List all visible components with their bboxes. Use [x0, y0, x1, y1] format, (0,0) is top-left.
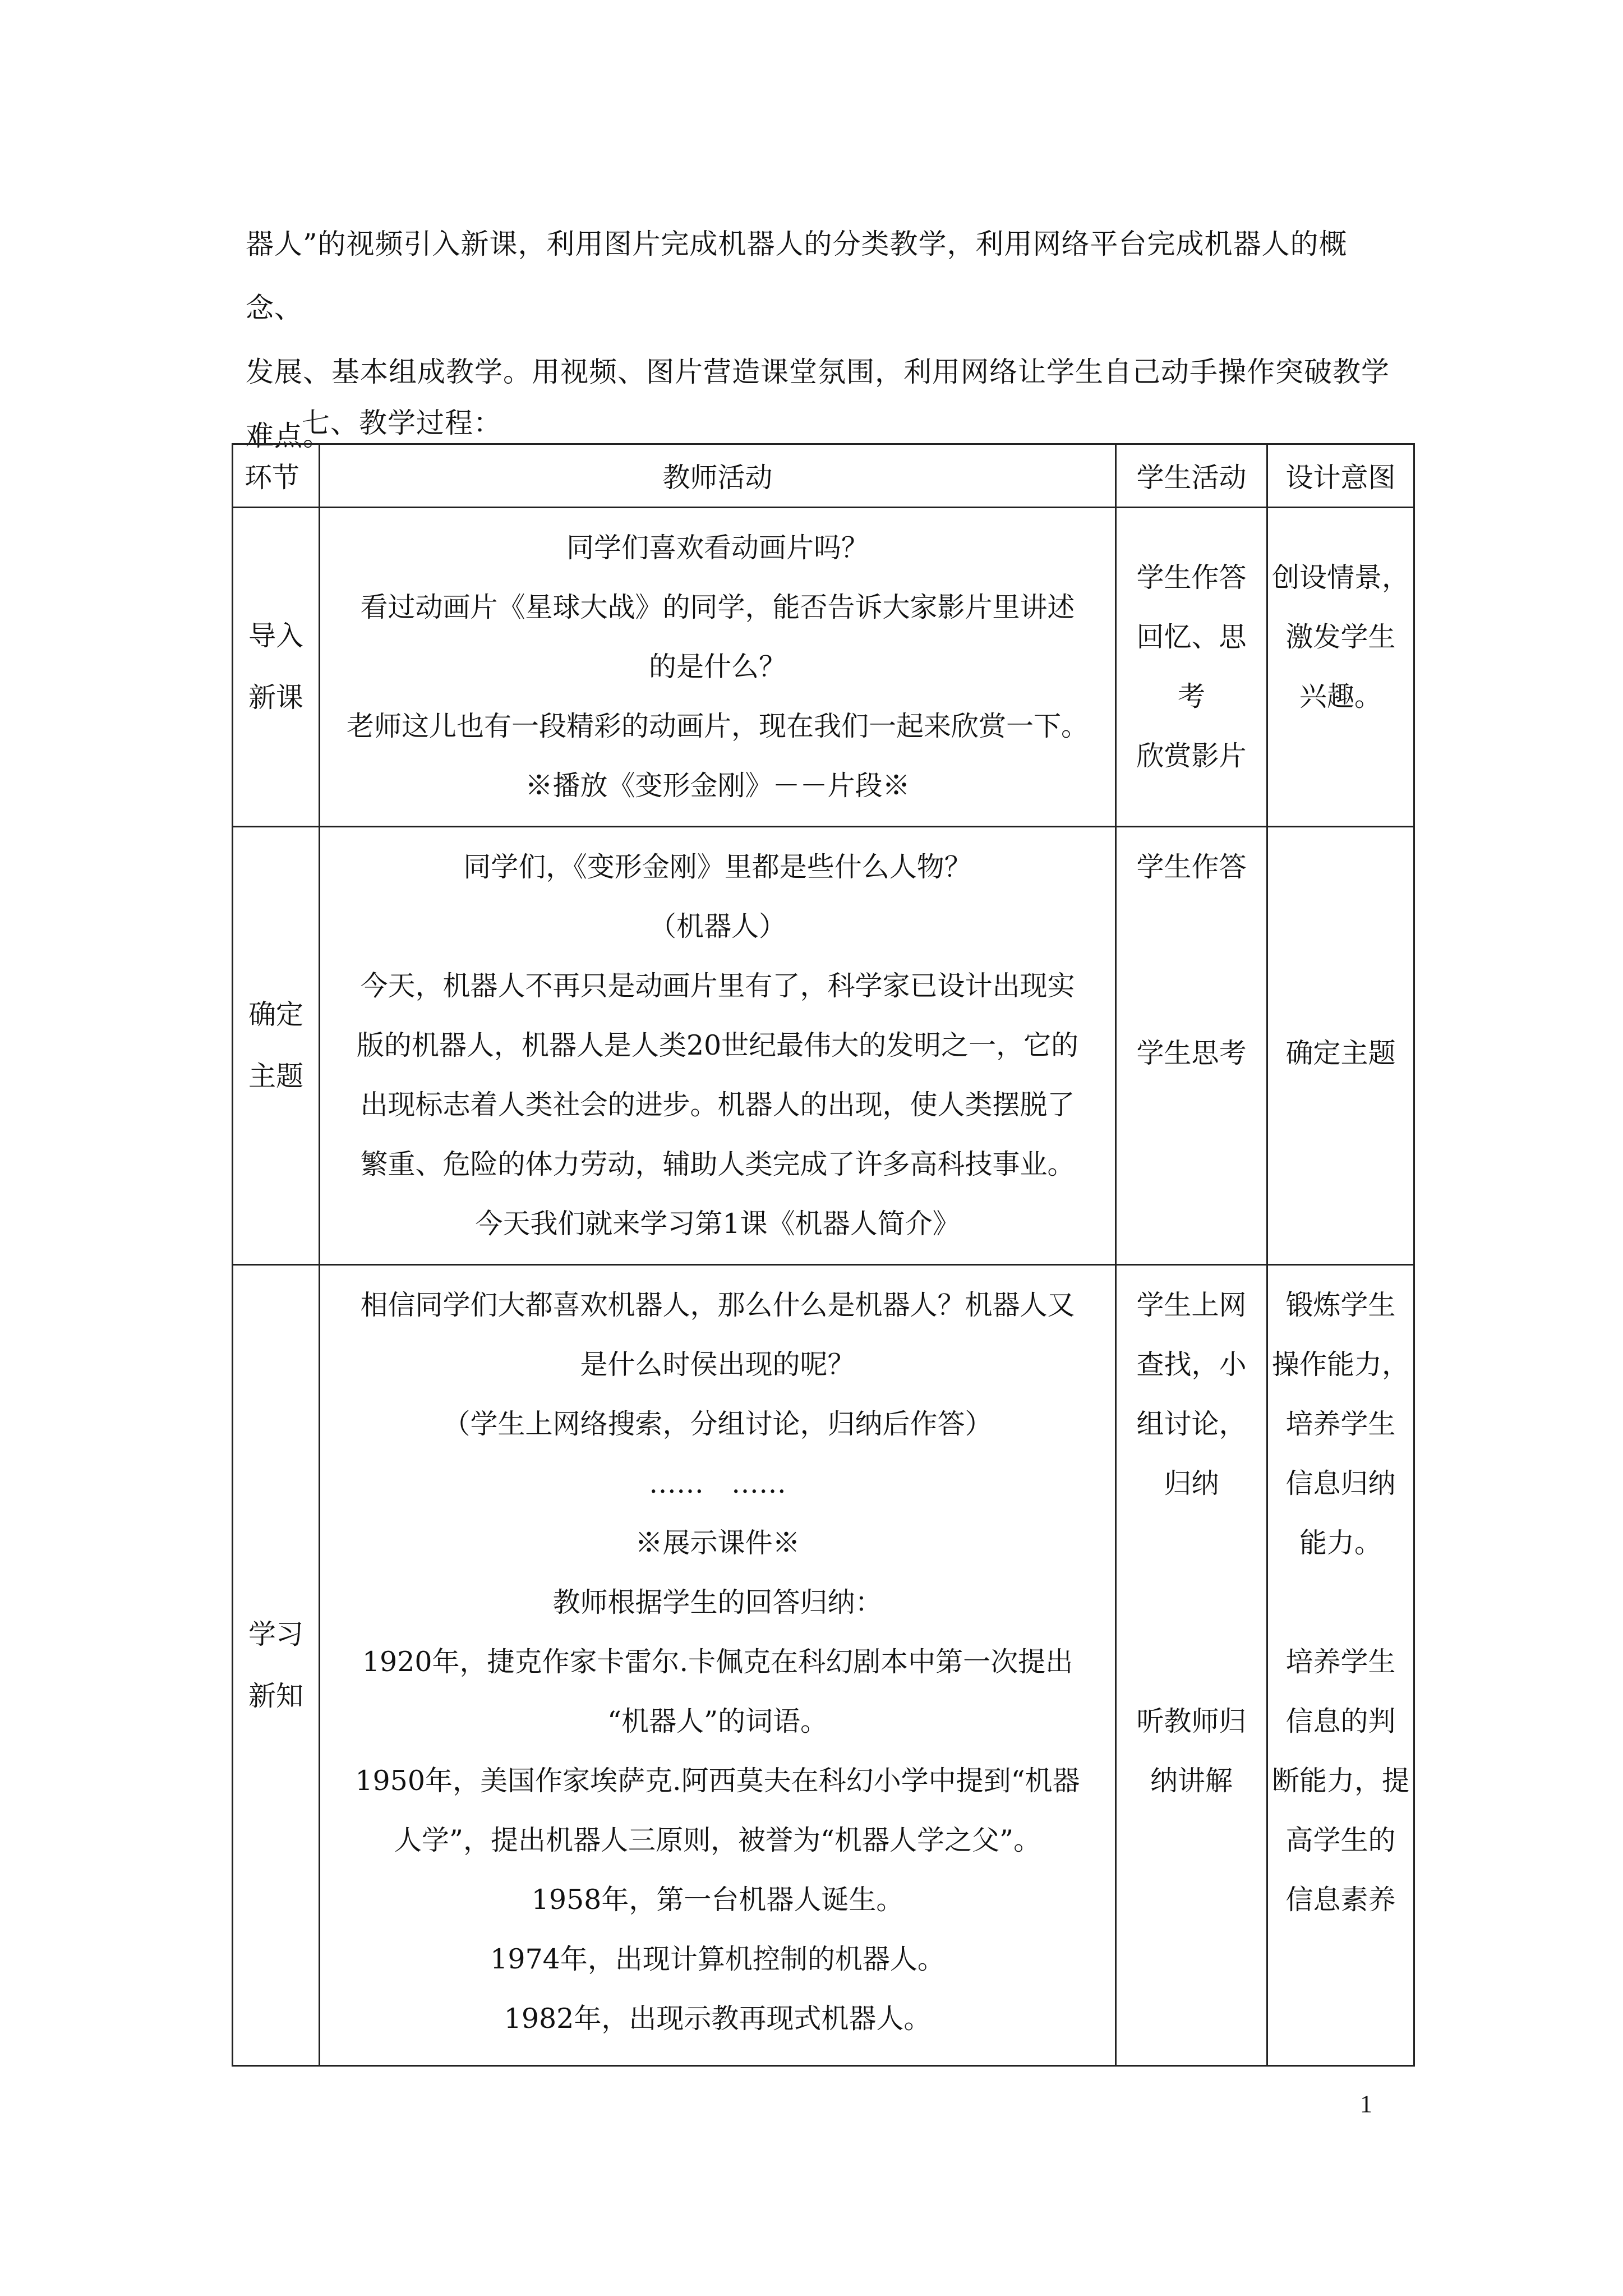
teacher-line: 1974年，出现计算机控制的机器人。 — [490, 1943, 945, 1975]
teacher-line: ※播放《变形金刚》－－片段※ — [525, 770, 910, 802]
intent-line: 培养学生 — [1285, 1408, 1396, 1440]
teacher-line: 1950年，美国作家埃萨克.阿西莫夫在科幻小学中提到“机器 — [355, 1765, 1080, 1797]
teacher-line: 的是什么？ — [648, 651, 786, 683]
intro-line: 器人”的视频引入新课，利用图片完成机器人的分类教学，利用网络平台完成机器人的概念、 — [246, 228, 1348, 324]
intent-line: 能力。 — [1299, 1527, 1382, 1559]
teacher-line: 教师根据学生的回答归纳： — [552, 1586, 883, 1618]
teacher-line: 今天，机器人不再只是动画片里有了，科学家已设计出现实 — [360, 970, 1075, 1002]
teaching-process-table — [232, 443, 1415, 2067]
student-line: 听教师归 — [1136, 1705, 1247, 1737]
intent-line: 高学生的 — [1285, 1824, 1396, 1856]
teacher-line: 看过动画片《星球大战》的同学，能否告诉大家影片里讲述 — [360, 591, 1075, 623]
stage-label: 确定 — [248, 999, 303, 1030]
student-line: 查找，小 — [1136, 1349, 1247, 1381]
intent-line: 断能力，提 — [1271, 1765, 1409, 1797]
teacher-line: 是什么时侯出现的呢？ — [580, 1349, 855, 1381]
intent-line: 确定主题 — [1285, 1037, 1396, 1069]
teacher-line: 同学们，《变形金刚》里都是些什么人物？ — [463, 851, 972, 883]
design-intent-cell — [1267, 1265, 1414, 2066]
teacher-activity-cell — [320, 1265, 1116, 2066]
intent-line: 培养学生 — [1285, 1646, 1396, 1678]
student-line: 学生作答 — [1136, 851, 1247, 883]
page-number: 1 — [1360, 2090, 1372, 2118]
stage-label: 学习 — [248, 1618, 303, 1650]
table-row — [233, 1265, 1414, 2066]
design-intent-cell — [1267, 508, 1414, 827]
table-header-row — [233, 444, 1414, 508]
teacher-line: “机器人”的词语。 — [607, 1705, 828, 1737]
table-row — [233, 827, 1414, 1265]
teacher-line: 今天我们就来学习第1课《机器人简介》 — [475, 1208, 960, 1240]
stage-label: 导入 — [248, 620, 303, 652]
header-teacher-activity: 教师活动 — [320, 444, 1116, 508]
section-heading: 七、教学过程： — [302, 407, 502, 439]
intent-line: 操作能力， — [1271, 1349, 1409, 1381]
intent-line: 锻炼学生 — [1285, 1289, 1396, 1321]
design-intent-cell — [1267, 827, 1414, 1265]
teacher-line: 同学们喜欢看动画片吗？ — [566, 532, 869, 564]
student-line: 组讨论， — [1136, 1408, 1247, 1440]
teacher-activity-cell — [320, 508, 1116, 827]
intent-line: 信息归纳 — [1285, 1467, 1396, 1499]
header-student-activity: 学生活动 — [1116, 444, 1267, 508]
intent-line: 信息素养 — [1285, 1884, 1396, 1916]
intro-line: 难点。 — [246, 420, 331, 452]
student-line: 回忆、思 — [1136, 621, 1247, 653]
teacher-line: （学生上网络搜索，分组讨论，归纳后作答） — [442, 1408, 993, 1440]
teacher-line: ※展示课件※ — [635, 1527, 800, 1559]
teacher-line: 版的机器人，机器人是人类20世纪最伟大的发明之一，它的 — [356, 1029, 1079, 1061]
student-line: 学生思考 — [1136, 1037, 1247, 1069]
student-line: 欣赏影片 — [1136, 740, 1247, 772]
intent-line: 创设情景， — [1271, 562, 1409, 593]
student-line: 纳讲解 — [1150, 1765, 1233, 1797]
stage-label: 主题 — [248, 1060, 303, 1092]
header-stage: 环节 — [233, 444, 320, 508]
teacher-line: 1982年，出现示教再现式机器人。 — [504, 2003, 932, 2035]
teacher-line: 出现标志着人类社会的进步。机器人的出现，使人类摆脱了 — [360, 1089, 1075, 1121]
stage-label: 新知 — [248, 1680, 303, 1712]
stage-cell — [233, 827, 320, 1265]
intent-line: 兴趣。 — [1299, 680, 1382, 712]
teacher-line: 相信同学们大都喜欢机器人，那么什么是机器人？机器人又 — [360, 1289, 1075, 1321]
stage-cell — [233, 1265, 320, 2066]
student-line: 归纳 — [1164, 1467, 1219, 1499]
intro-line: 发展、基本组成教学。用视频、图片营造课堂氛围，利用网络让学生自己动手操作突破教学 — [246, 356, 1390, 388]
student-line: 学生作答 — [1136, 562, 1247, 593]
teacher-line: 人学”，提出机器人三原则，被誉为“机器人学之父”。 — [394, 1824, 1041, 1856]
table-row — [233, 508, 1414, 827]
student-line: 考 — [1177, 680, 1205, 712]
student-line: 学生上网 — [1136, 1289, 1247, 1321]
stage-cell — [233, 508, 320, 827]
intent-line: 激发学生 — [1285, 621, 1396, 653]
header-design-intent: 设计意图 — [1267, 444, 1414, 508]
intent-line: 信息的判 — [1285, 1705, 1396, 1737]
teacher-line: （机器人） — [648, 910, 786, 942]
teacher-line: 老师这儿也有一段精彩的动画片，现在我们一起来欣赏一下。 — [346, 710, 1089, 742]
teacher-line: …… …… — [648, 1467, 786, 1499]
teacher-line: 繁重、危险的体力劳动，辅助人类完成了许多高科技事业。 — [360, 1148, 1075, 1180]
student-activity-cell — [1116, 508, 1267, 827]
teacher-line: 1920年，捷克作家卡雷尔.卡佩克在科幻剧本中第一次提出 — [362, 1646, 1073, 1678]
teacher-activity-cell — [320, 827, 1116, 1265]
student-activity-cell — [1116, 1265, 1267, 2066]
student-activity-cell — [1116, 827, 1267, 1265]
teacher-line: 1958年，第一台机器人诞生。 — [531, 1884, 904, 1916]
stage-label: 新课 — [248, 682, 303, 714]
